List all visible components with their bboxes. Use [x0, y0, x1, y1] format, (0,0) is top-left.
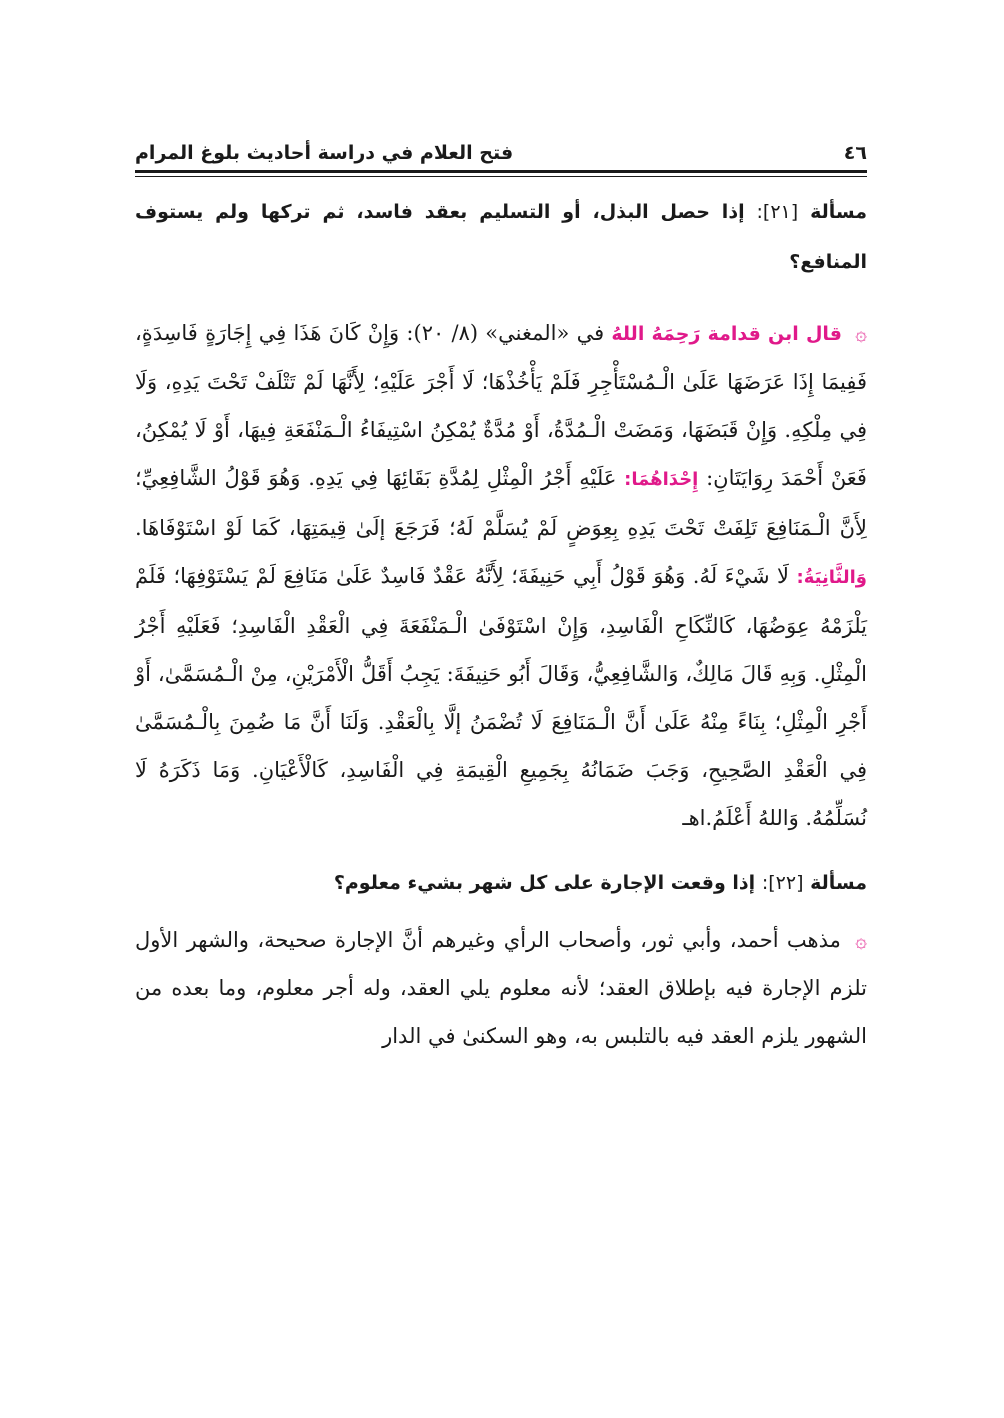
issue-22-heading: [135, 858, 867, 908]
narration-marker-1: إِحْدَاهُمَا:: [624, 469, 699, 490]
page-number: ٤٦: [843, 142, 867, 164]
flower-ornament-icon: ۞: [855, 321, 867, 345]
running-header: [135, 120, 867, 164]
page: [135, 120, 867, 1060]
flower-ornament-icon: ۞: [855, 928, 867, 952]
paragraph-text: مذهب أحمد، وأبي ثور، وأصحاب الرأي وغيرهم أنَّ الإجارة صحيحة، والشهر الأول تلزم الإجارة فيه بإطلاق العقد؛ لأنه معلوم يلي العقد، وله أجر معلوم، وما بعده من الشهور يلزم العقد فيه بالتلبس به، وهو السكنىٰ في الدار: [135, 928, 867, 1048]
quote-text-1: وَإِنْ كَانَ هَذَا فِي إِجَارَةٍ فَاسِدَةٍ، فَفِيمَا إِذَا عَرَضَهَا عَلَىٰ الْـمُسْتَأْجِرِ فَلَمْ يَأْخُذْهَا؛ لَا أَجْرَ عَلَيْهِ؛ لِأَنَّهَا لَمْ تَتْلَفْ تَحْتَ يَدِهِ، وَلَا فِي مِلْكِهِ. وَإِنْ قَبَضَهَا، وَمَضَتْ الْـمُدَّةُ، أَوْ مُدَّةٌ يُمْكِنُ اسْتِيفَاءُ الْـمَنْفَعَةِ فِيهَا، أَوْ لَا يُمْكِنُ، فَعَنْ أَحْمَدَ رِوَايَتَانِ:: [135, 321, 867, 490]
issue-title: إذا وقعت الإجارة على كل شهر بشيء معلوم؟: [333, 872, 756, 894]
quote-text-2: عَلَيْهِ أَجْرُ الْمِثْلِ لِمُدَّةِ بَقَائِهَا فِي يَدِهِ. وَهُوَ قَوْلُ الشَّافِعِيِّ؛ لِأَنَّ الْـمَنَافِعَ تَلِفَتْ تَحْتَ يَدِهِ بِعِوَضٍ لَمْ يُسَلَّمْ لَهُ؛ فَرَجَعَ إلَىٰ قِيمَتِهَا، كَمَا لَوْ اسْتَوْفَاهَا.: [135, 466, 867, 540]
quote-source: في «المغني» (٨/ ٢٠):: [406, 321, 605, 345]
issue-22-paragraph: [135, 916, 867, 1060]
narration-marker-2: وَالثَّانِيَةُ:: [796, 567, 867, 588]
issue-number: [٢٢]:: [761, 872, 804, 894]
issue-title: إذا حصل البذل، أو التسليم بعقد فاسد، ثم تركها ولم يستوف المنافع؟: [135, 201, 867, 273]
quote-text-3: لَا شَيْءَ لَهُ. وَهُوَ قَوْلُ أَبِي حَنِيفَةَ؛ لِأَنَّهُ عَقْدٌ فَاسِدٌ عَلَىٰ مَنَافِعَ لَمْ يَسْتَوْفِهَا؛ فَلَمْ يَلْزَمْهُ عِوَضُهَا، كَالنِّكَاحِ الْفَاسِدِ، وَإِنْ اسْتَوْفَىٰ الْـمَنْفَعَةَ فِي الْعَقْدِ الْفَاسِدِ؛ فَعَلَيْهِ أَجْرُ الْمِثْلِ. وَبِهِ قَالَ مَالِكٌ، وَالشَّافِعِيُّ، وَقَالَ أَبُو حَنِيفَةَ: يَجِبُ أَقَلُّ الْأَمْرَيْنِ، مِنْ الْـمُسَمَّىٰ، أَوْ أَجْرِ الْمِثْلِ؛ بِنَاءً مِنْهُ عَلَىٰ أَنَّ الْـمَنَافِعَ لَا تُضْمَنُ إلَّا بِالْعَقْدِ. وَلَنَا أَنَّ مَا ضُمِنَ بِالْـمُسَمَّىٰ فِي الْعَقْدِ الصَّحِيحِ، وَجَبَ ضَمَانُهُ بِجَمِيعِ الْقِيمَةِ فِي الْفَاسِدِ، كَالْأَعْيَانِ. وَمَا ذَكَرَهُ لَا نُسَلِّمُهُ. وَاللهُ أَعْلَمُ.اهـ: [135, 564, 867, 830]
issue-21-heading: [135, 187, 867, 287]
book-title: فتح العلام في دراسة أحاديث بلوغ المرام: [135, 142, 514, 164]
issue-label: مسألة: [810, 201, 867, 223]
quote-speaker: قال ابن قدامة رَحِمَهُ اللهُ: [611, 323, 843, 345]
issue-number: [٢١]:: [756, 201, 799, 223]
ibn-qudama-quote: [135, 309, 867, 842]
header-rule: [135, 170, 867, 177]
issue-label: مسألة: [810, 872, 867, 894]
